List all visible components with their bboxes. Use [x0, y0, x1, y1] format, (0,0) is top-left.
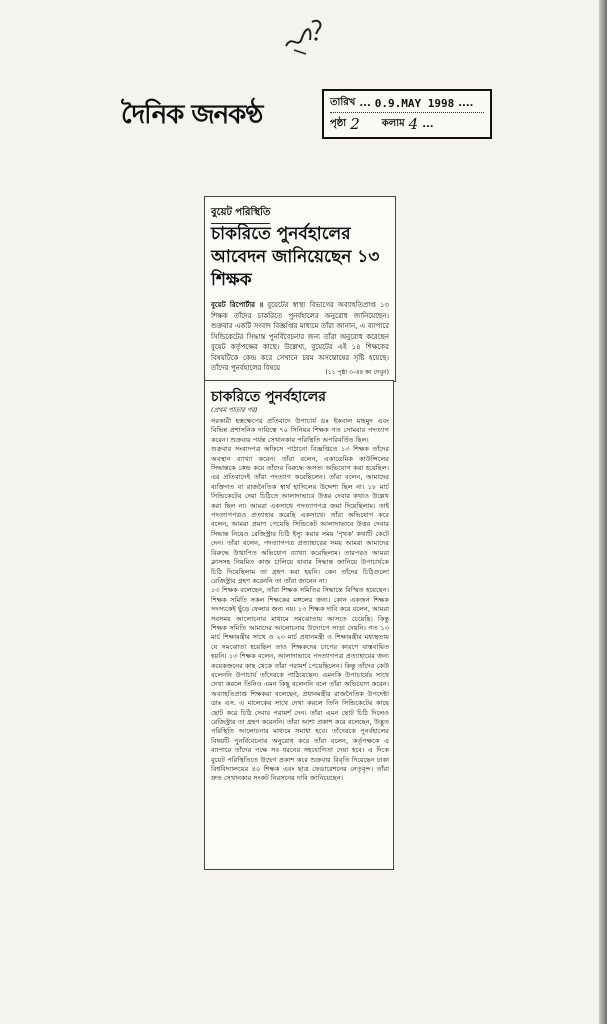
stamp-date-label: তারিখ [330, 96, 356, 108]
newspaper-masthead: দৈনিক জনকণ্ঠ [121, 100, 263, 130]
stamp-date-value: 0.9.MAY 1998 [374, 96, 455, 110]
clipping-front-page [204, 196, 396, 382]
stamp-page-value: 2 [350, 115, 360, 133]
article-lead-text: বুয়েটের স্বাস্থ্য বিভাগের অব্যাহতিপ্রাপ্ত ১৩ শিক্ষক তাঁদের চাকরিতে পুনর্বহালের অনুরোধ জানিয়েছেন। শুক্রবার একটি সংবাদ বিজ্ঞপ্তির মাধ্যমে তাঁরা জানান, এ ব্যাপারে সিন্ডিকেটের সিদ্ধান্ত পুনর্বিবেচনার জন্য তাঁরা অনুরোধ করেছেন বুয়েট কর্তৃপক্ষের কাছে। উল্লেখ্য, বুয়েটের এই ১৪ শিক্ষকের বিষয়টিকে কেন্দ্র করে সেখানে চরম অসন্তোষের সৃষ্টি হয়েছে। তাঁদের পুনর্বহালের বিষয়ে [211, 301, 389, 372]
jump-from-note: (প্রথম পাতার পর) [211, 406, 258, 414]
article-headline: চাকরিতে পুনর্বহালের আবেদন জানিয়েছেন ১৩ শিক্ষক [211, 224, 380, 290]
jump-headline: চাকরিতে পুনর্বহালের [211, 389, 326, 405]
stamp-column-value: 4 [408, 115, 419, 133]
article-kicker: বুয়েট পরিস্থিতি [211, 205, 270, 224]
body-paragraph: ১৩ শিক্ষক বলেছেন, তাঁরা শিক্ষক সমিতির সিদ্ধান্তে বিস্মিত হয়েছেন। শিক্ষক সমিতি সকল শিক্ষকের মঙ্গলের জন্য। কোন একজন শিক্ষক সদস্যকেই ছুঁড়ে ফেলার জন্য নয়। ১৩ শিক্ষক দাবি করে বলেন, আমরা সবসময় আলোচনার মাধ্যমে সমঝোতায় আসতে চেয়েছি। কিন্তু শিক্ষক সমিতি আমাদের আলোচনার উদ্যোগে সাড়া দেয়নি। গত ১৩ মার্চ শিক্ষামন্ত্রীর সাথে ও ২৩ মার্চ প্রধানমন্ত্রী ও শিক্ষামন্ত্রীর মধ্যস্থতায় যে সমঝোতা হয়েছিল তাও শিক্ষকদের চাপের কারণে বাস্তবায়িত হয়নি। ১৩ শিক্ষক বলেন, আলাদাভাবে পদত্যাগপত্র প্রত্যাহারের জন্য কয়েকজনের কাছ থেকে তাঁরা পরামর্শ পেয়েছিলেন। কিন্তু তাঁদের কেউ বলেননি উপাচার্য তাঁদেরকে পাঠিয়েছেন। এমনকি উপাচার্যের সাথে দেখা করলে তিনিও এমন কিছু বলেননি বলে তাঁরা অভিযোগ করেন। অব্যাহতিপ্রাপ্ত শিক্ষকরা বলেছেন, প্রধানমন্ত্রীর রাজনৈতিক উপদেষ্টা ডাঃ এস. এ মালেকের সাথে দেখা করলে তিনি সিন্ডিকেটের কাছে ছোট করে চিঠি দেবার পরামর্শ দেন। তাঁরা এমন ছোট চিঠি দিলেও রেজিস্ট্রার তা গ্রহণ করেননি। তাঁরা আশা প্রকাশ করে বলেছেন, উদ্ভূত পরিস্থিতি আলোচনার মাধ্যমে সমাধা হবে। তাঁদেরকে পুনর্বহালের বিষয়টি পুনর্বিবেচনার অনুরোধ করে তাঁরা বলেন, কর্তৃপক্ষকে এ ব্যাপারে তাঁদের পক্ষে সব ধরনের সহযোগিতা দেয়া হবে। এ দিকে বুয়েট পরিস্থিতিতে উদ্বেগ প্রকাশ করে শুক্রবার বিবৃতি দিয়েছেন ঢাকা বিশ্ববিদ্যালয়ের ৪০ শিক্ষক এবং ছাত্র ফেডারেশনের নেতৃবৃন্দ। তাঁরা দ্রুত সেখানকার সংকট নিরসনের দাবি জানিয়েছেন। [211, 586, 389, 783]
handwritten-mark-icon [282, 16, 328, 56]
scan-edge-shadow [599, 0, 607, 1024]
body-paragraph: সরকারী হস্তক্ষেপের প্রতিবাদে উপাচার্য ডঃ ইকবাল মাহমুদ এবং বিভিন্ন প্রশাসনিক দায়িত্বে ৭০ সিনিয়র শিক্ষক গত সোমবার পদত্যাগ করেন। শুক্রবার পর্যন্ত সেখানকার পরিস্থিতি অপরিবর্তিত ছিল। [211, 417, 389, 444]
article-body [211, 417, 389, 865]
continued-note: (১১ পৃষ্ঠা ৩-এর কং দেখুন) [325, 369, 389, 376]
article-lead [211, 300, 389, 374]
article-byline: বুয়েট রিপোর্টার ॥ [211, 301, 264, 309]
date-stamp: তারিখ ... 0.9.MAY 1998 .... পৃষ্ঠা 2 কলাম 4 ... [322, 89, 492, 139]
stamp-page-label: পৃষ্ঠা [330, 117, 347, 129]
body-paragraph: শুক্রবার সংবাদপত্র অফিসে পাঠানো বিজ্ঞপ্তিতে ১৩ শিক্ষক তাঁদের অবস্থান ব্যাখ্যা করেন। তাঁরা বলেন, একাডেমিক কাউন্সিলের সিদ্ধান্তকে কেন্দ্র করে তাঁদের বিরুদ্ধে অসত্য অভিযোগ করা হয়েছিল। এর প্রতিবাদেই তাঁরা পদত্যাগ করেছিলেন। তাঁরা বলেন, আমাদের ব্যক্তিগত বা রাজনৈতিক স্বার্থ হাসিলের উদ্দেশ্য ছিল না। ১৮ মার্চ সিন্ডিকেটের দেয়া চিঠিতে আলাদাভাবে উত্তর দেবার কথাও উল্লেখ করা ছিল না। আমরা একসাথে পদত্যাগপত্র জমা দিয়েছিলাম। তাই পদত্যাগপত্রও প্রত্যাহার করেছি একসাথে। তাঁরা অভিযোগ করে বলেন, আমরা প্রমাণ পেয়েছি সিন্ডিকেট আলাদাভাবে উত্তর দেবার সিদ্ধান্ত নিয়েও রেজিস্ট্রার চিঠি ইস্যু করার সময় 'পৃথক' কথাটি কেটে দেন। তাঁরা বলেন, পদত্যাগপত্র প্রত্যাহারের সময় আমরা আমাদের বিরুদ্ধে উত্থাপিত অভিযোগ ব্যাখ্যা করেছিলাম। তারপরও আমরা ক্লাসসহ নিয়মিত কাজ চালিয়ে যাবার সিদ্ধান্ত জানিয়ে উপাচার্যকে চিঠি দিয়েছিলাম তা গ্রহণ করা হয়নি। কেন তাঁদের চিঠিগুলো রেজিস্ট্রার গ্রহণ করেননি তা তাঁরা জানেন না। [211, 445, 389, 585]
stamp-column-label: কলাম [381, 117, 405, 129]
clipping-jump-page [204, 380, 394, 870]
